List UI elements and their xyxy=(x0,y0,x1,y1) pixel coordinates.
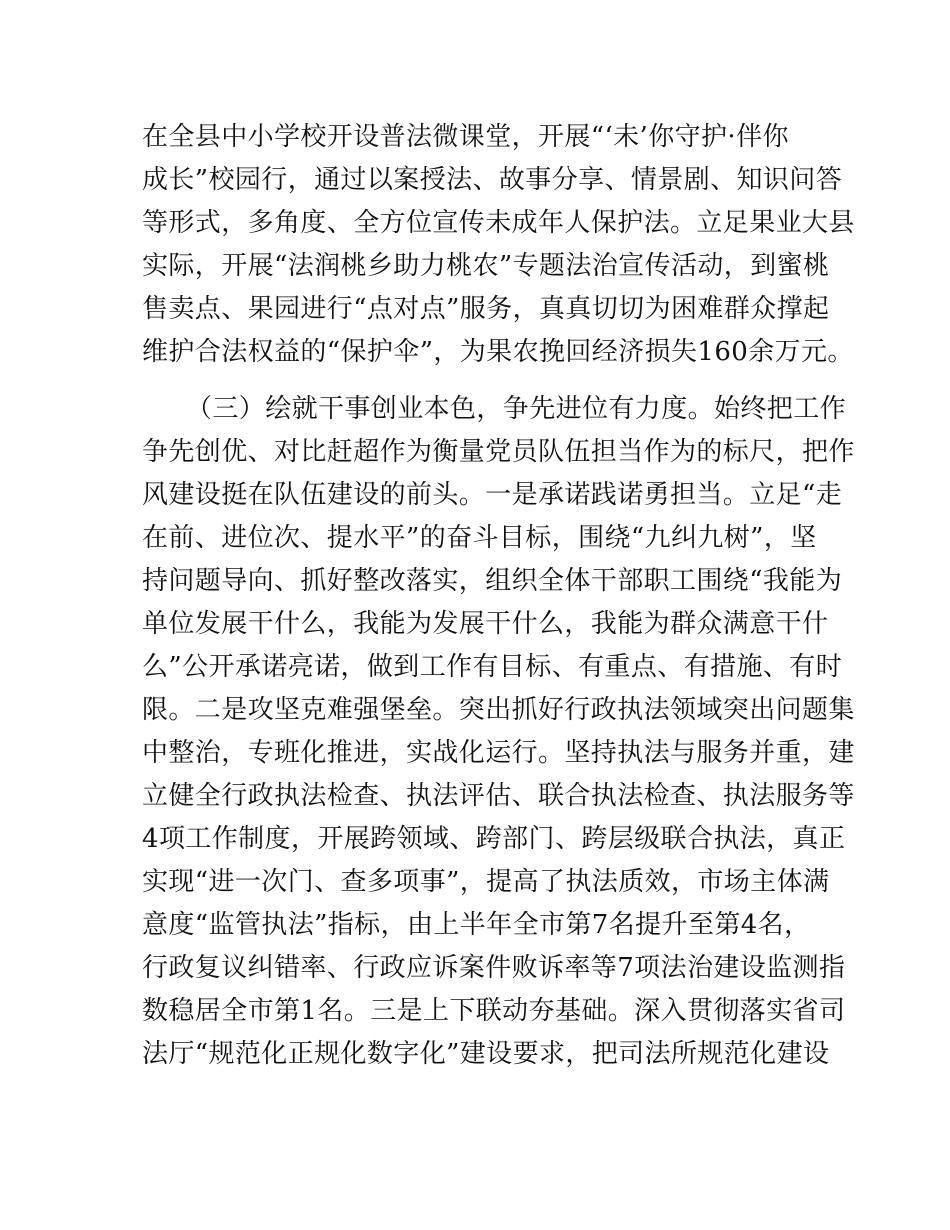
text-line: 限。二是攻坚克难强堡垒。突出抓好行政执法领域突出问题集 xyxy=(142,695,855,725)
section-heading-line: （三）绘就干事创业本色，争先进位有力度。始终把工作 xyxy=(186,394,847,424)
text-line: 在前、进位次、提水平”的奋斗目标，围绕“九纠九树”，坚 xyxy=(142,523,817,553)
text-line: 立健全行政执法检查、执法评估、联合执法检查、执法服务等 xyxy=(142,781,855,811)
text-line: 实际，开展“法润桃乡助力桃农”专题法治宣传活动，到蜜桃 xyxy=(142,251,830,281)
text-line: 等形式，多角度、全方位宣传未成年人保护法。立足果业大县 xyxy=(142,208,855,238)
text-line: 风建设挺在队伍建设的前头。一是承诺践诺勇担当。立足“走 xyxy=(142,480,843,510)
text-line: 维护合法权益的“保护伞”，为果农挽回经济损失160余万元。 xyxy=(142,337,854,367)
text-line: 行政复议纠错率、行政应诉案件败诉率等7项法治建设监测指 xyxy=(142,953,846,983)
text-line: 持问题导向、抓好整改落实，组织全体干部职工围绕“我能为 xyxy=(142,566,843,596)
text-line: 意度“监管执法”指标，由上半年全市第7名提升至第4名， xyxy=(142,910,811,940)
text-line: 数稳居全市第1名。三是上下联动夯基础。深入贯彻落实省司 xyxy=(142,996,846,1026)
text-line: 争先创优、对比赶超作为衡量党员队伍担当作为的标尺，把作 xyxy=(142,437,855,467)
text-line: 中整治，专班化推进，实战化运行。坚持执法与服务并重，建 xyxy=(142,738,855,768)
text-line: 4项工作制度，开展跨领域、跨部门、跨层级联合执法，真正 xyxy=(142,824,846,854)
paragraph-2 xyxy=(142,388,855,1076)
text-line: 么”公开承诺亮诺，做到工作有目标、有重点、有措施、有时 xyxy=(142,652,843,682)
text-line: 实现“进一次门、查多项事”，提高了执法质效，市场主体满 xyxy=(142,867,830,897)
text-line: 单位发展干什么，我能为发展干什么，我能为群众满意干什 xyxy=(142,609,829,639)
text-line: 法厅“规范化正规化数字化”建设要求，把司法所规范化建设 xyxy=(142,1039,830,1069)
text-line: 售卖点、果园进行“点对点”服务，真真切切为困难群众撑起 xyxy=(142,294,830,324)
paragraph-1 xyxy=(142,116,855,374)
text-line: 成长”校园行，通过以案授法、故事分享、情景剧、知识问答 xyxy=(142,165,843,195)
text-line: 在全县中小学校开设普法微课堂，开展“‘未’你守护·伴你 xyxy=(142,122,789,152)
